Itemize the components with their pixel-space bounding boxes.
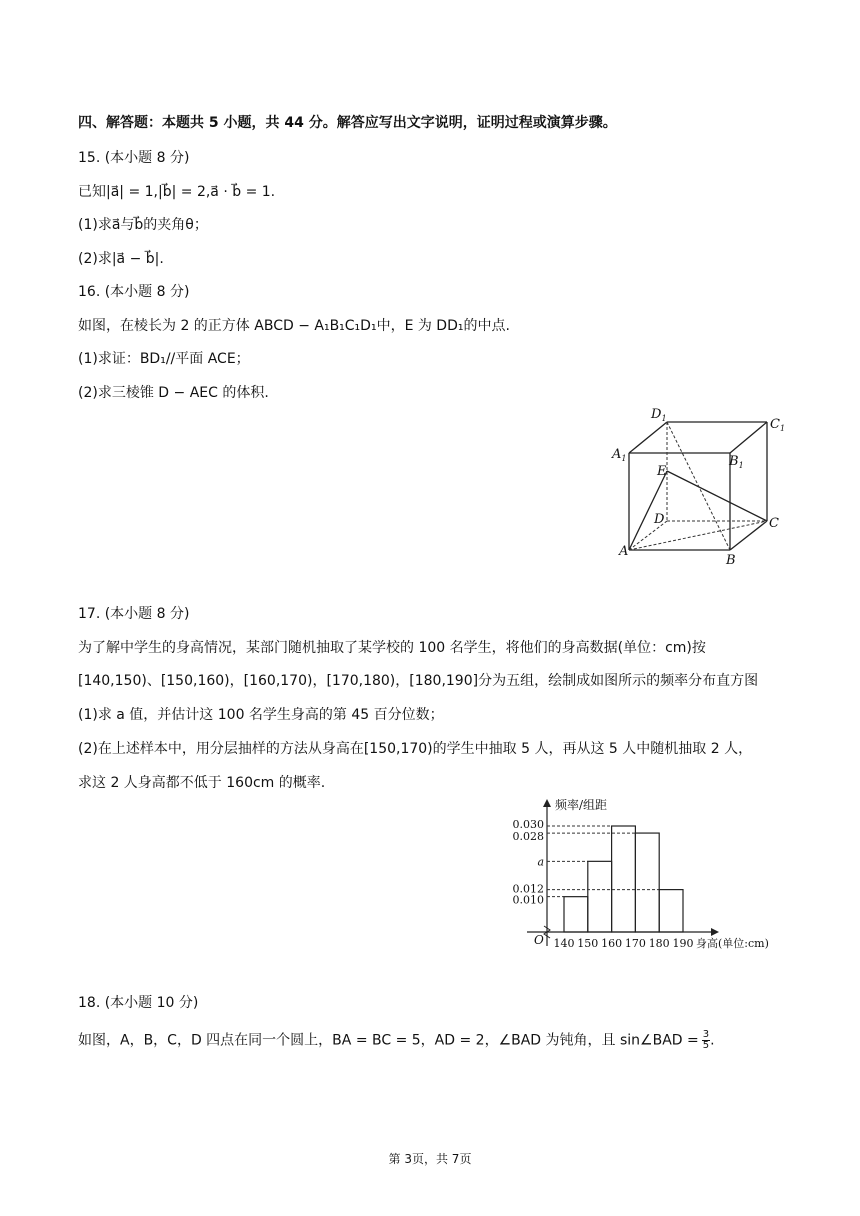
label-c1: $C_1$	[770, 417, 786, 433]
edge-ae	[629, 471, 667, 550]
q16-stem: 如图，在棱长为 2 的正方体 ABCD − A₁B₁C₁D₁中，E 为 DD₁的中点.	[78, 318, 510, 334]
q16-part2: (2)求三棱锥 D − AEC 的体积.	[78, 385, 269, 401]
histogram-bar-2	[612, 826, 636, 932]
y-tick-label-3: 0.012	[512, 882, 544, 896]
x-tick-label-2: 160	[601, 937, 623, 950]
x-tick-label-5: 190	[672, 937, 694, 950]
fraction-three-fifths	[702, 1030, 710, 1051]
x-tick-label-3: 170	[624, 937, 646, 950]
y-axis-title: 频率/组距	[555, 798, 608, 812]
q15-title: 15. (本小题 8 分)	[78, 150, 190, 166]
fraction-denominator: 5	[702, 1040, 710, 1051]
q17-part1: (1)求 a 值，并估计这 100 名学生身高的第 45 百分位数；	[78, 707, 444, 723]
q15-part2: (2)求|a⃗ − b⃗|.	[78, 251, 164, 267]
y-axis-arrow	[543, 799, 551, 807]
q16-title: 16. (本小题 8 分)	[78, 284, 190, 300]
q18-stem: 如图，A，B，C，D 四点在同一个圆上，BA = BC = 5，AD = 2，∠BAD 为钝角，且 sin∠BAD =	[78, 1032, 699, 1049]
section-heading: 四、解答题：本题共 5 小题，共 44 分。解答应写出文字说明，证明过程或演算步骤。	[78, 115, 617, 131]
label-a1: $A_1$	[612, 447, 627, 463]
q17-stem-line2: [140,150)、[150,160)，[160,170)，[170,180)，[180,190]分为五组，绘制成如图所示的频率分布直方图	[78, 673, 759, 689]
q16-part1: (1)求证：BD₁//平面 ACE；	[78, 351, 250, 367]
edge-b1c1	[730, 422, 767, 453]
x-axis-arrow	[711, 928, 719, 936]
page-footer: 第 3页，共 7页	[388, 1152, 472, 1166]
edge-a1d1	[629, 422, 667, 453]
label-c: C	[769, 516, 779, 531]
histogram-bar-1	[588, 861, 612, 932]
label-d1: $D_1$	[651, 407, 667, 423]
q18-tail: .	[710, 1032, 715, 1049]
x-axis-title: 身高(单位:cm)	[696, 937, 769, 950]
origin-label: O	[534, 933, 544, 947]
x-tick-label-4: 180	[648, 937, 670, 950]
fraction-numerator: 3	[702, 1029, 710, 1040]
y-tick-label-2: a	[537, 855, 544, 869]
q17-stem-line1: 为了解中学生的身高情况，某部门随机抽取了某学校的 100 名学生，将他们的身高数据(单位：cm)按	[78, 640, 706, 656]
y-tick-label-0: 0.030	[512, 818, 544, 831]
q15-part1: (1)求a⃗与b⃗的夹角θ；	[78, 217, 208, 233]
q17-part2-line2: 求这 2 人身高都不低于 160cm 的概率.	[78, 775, 326, 791]
q18-stem-line	[78, 1030, 715, 1051]
y-tick-label-1: 0.028	[512, 830, 544, 844]
q17-part2-line1: (2)在上述样本中，用分层抽样的方法从身高在[150,170)的学生中抽取 5 人，再从这 5 人中随机抽取 2 人，	[78, 741, 753, 757]
q15-given: 已知|a⃗| = 1,|b⃗| = 2,a⃗ · b⃗ = 1.	[78, 184, 276, 200]
histogram-bar-3	[635, 833, 659, 932]
label-b: B	[726, 553, 736, 568]
diag-ac-hidden	[629, 521, 767, 550]
edge-ec	[667, 471, 767, 521]
q17-title: 17. (本小题 8 分)	[78, 606, 190, 622]
label-b1: $B_1$	[729, 454, 744, 470]
frequency-histogram	[505, 795, 795, 955]
x-tick-label-0: 140	[553, 937, 575, 950]
y-tick-label-4: 0.010	[512, 893, 544, 907]
diag-bd1-hidden	[667, 422, 730, 550]
histogram-bar-4	[659, 890, 683, 932]
x-tick-label-1: 150	[577, 937, 599, 950]
q18-title: 18. (本小题 10 分)	[78, 995, 199, 1011]
histogram-bar-0	[564, 897, 588, 932]
label-e: E	[657, 464, 667, 479]
label-d: D	[654, 512, 665, 527]
label-a: A	[619, 544, 629, 559]
cube-figure	[605, 400, 795, 570]
